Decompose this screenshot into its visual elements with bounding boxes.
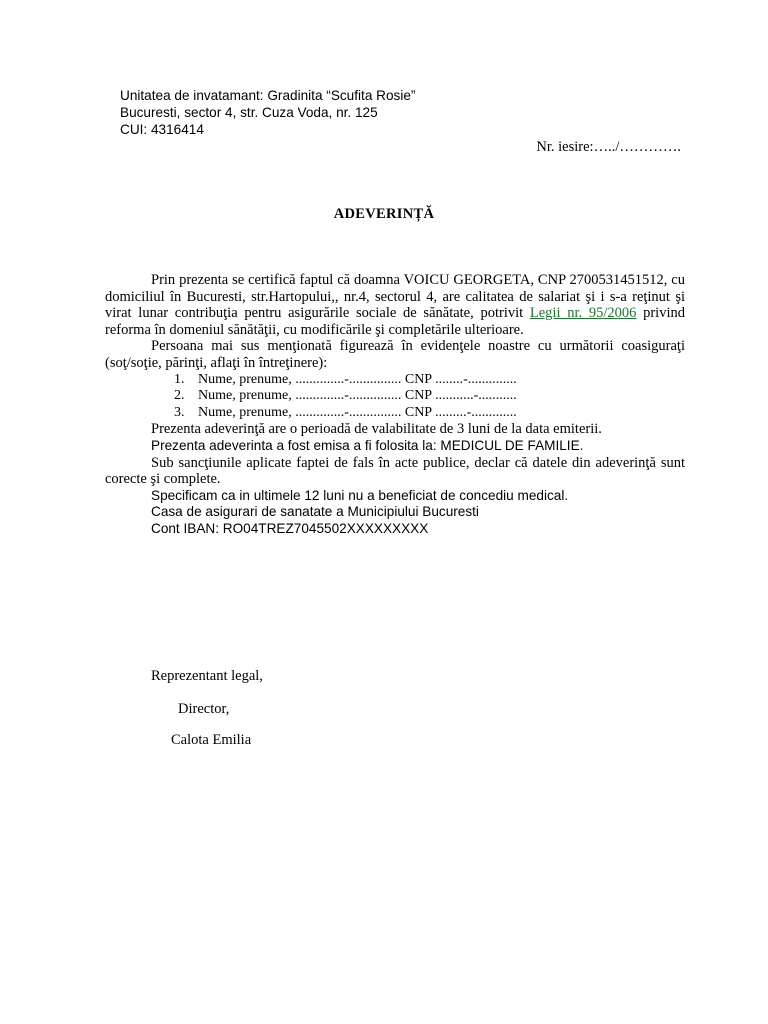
iban-line: Cont IBAN: RO04TREZ7045502XXXXXXXXX <box>151 520 429 536</box>
coinsured-list <box>105 372 685 422</box>
document-title: ADEVERINȚĂ <box>333 206 435 222</box>
coinsured-number: 3. <box>174 404 185 420</box>
certification-text-start: Prin prezenta se certifică faptul că doamna VOICU GEORGETA, CNP 2700531451512, cu domiciliul în Bucuresti, str.Hartopului,, nr.4, sectorul 4, are calitatea de salariat şi i s-a reţinut şi virat lunar contribuţia pentru asigurările sociale de sănătate, potrivit <box>105 272 685 322</box>
declaration-paragraph: Sub sancţiunile aplicate faptei de fals în acte publice, declar că datele din adeverinţă sunt corecte şi complete. <box>105 454 685 488</box>
health-insurance-house: Casa de asigurari de sanatate a Municipiului Bucuresti <box>151 504 479 520</box>
certification-text-end: privind reforma în domeniul sănătăţii, cu modificările şi completările ulterioare. <box>105 305 685 338</box>
exit-number: Nr. iesire:…../…………. <box>536 139 681 155</box>
coinsured-text: Nume, prenume, ..............-............... CNP ........-.............. <box>198 371 517 387</box>
validity-line: Prezenta adeverinţă are o perioadă de valabilitate de 3 luni de la data emiterii. <box>151 421 602 438</box>
legal-representative-label: Reprezentant legal, <box>151 668 263 684</box>
purpose-line: Prezenta adeverinta a fost emisa a fi folosita la: MEDICUL DE FAMILIE. <box>151 437 584 453</box>
unit-name: Unitatea de invatamant: Gradinita “Scufita Rosie” <box>120 88 416 103</box>
unit-cui: CUI: 4316414 <box>120 122 204 137</box>
certification-paragraph <box>105 272 685 338</box>
unit-address: Bucuresti, sector 4, str. Cuza Voda, nr. 125 <box>120 105 378 120</box>
coinsured-item <box>174 371 685 389</box>
coinsured-number: 2. <box>174 388 185 404</box>
coinsured-item <box>174 404 685 422</box>
law-link[interactable]: Legii nr. 95/2006 <box>529 305 637 322</box>
coinsured-intro: Persoana mai sus menţionată figurează în evidenţele noastre cu următorii coasiguraţi (soţ/soţie, părinţi, aflaţi în întreţinere): <box>105 338 685 371</box>
coinsured-text: Nume, prenume, ..............-............... CNP .........-............. <box>198 404 517 420</box>
coinsured-number: 1. <box>174 371 185 387</box>
medical-leave-line: Specificam ca in ultimele 12 luni nu a beneficiat de concediu medical. <box>151 487 569 503</box>
coinsured-item <box>174 388 685 405</box>
document-body <box>105 272 685 538</box>
director-label: Director, <box>178 701 230 717</box>
coinsured-text: Nume, prenume, ..............-............... CNP ...........-........... <box>198 388 517 404</box>
director-name: Calota Emilia <box>171 732 252 748</box>
